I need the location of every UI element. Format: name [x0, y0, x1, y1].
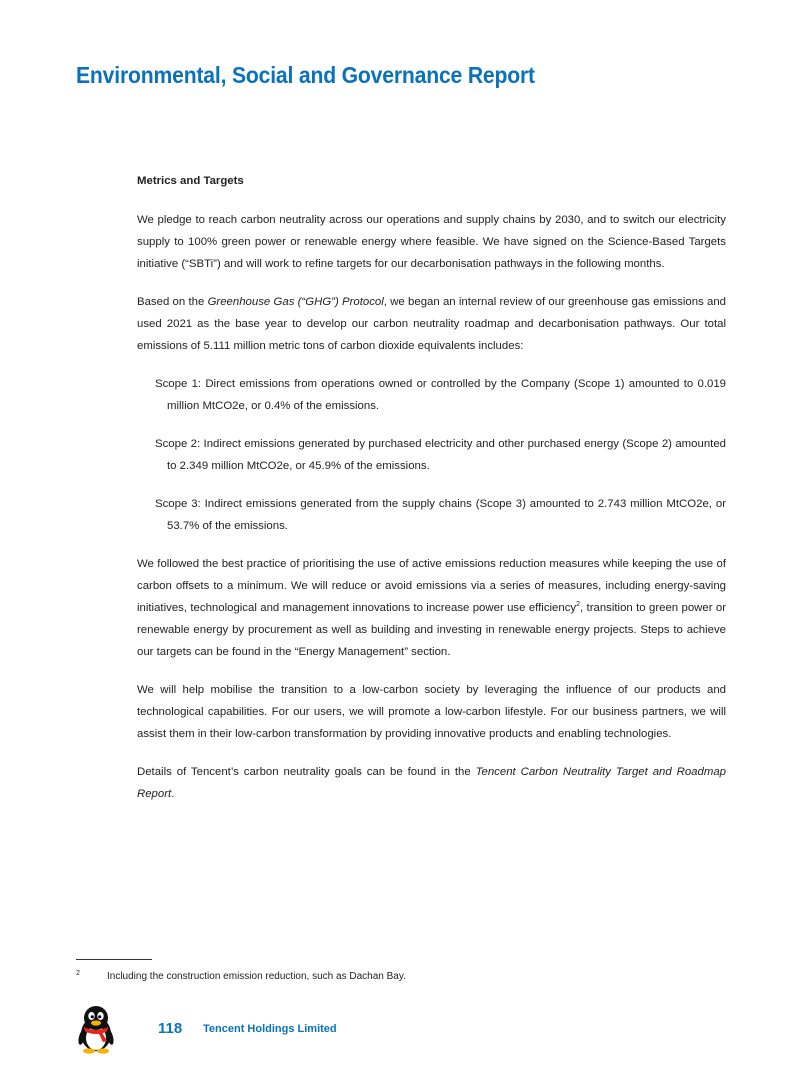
- penguin-mascot-icon: [76, 1004, 116, 1054]
- paragraph-reduction-measures: [137, 553, 726, 663]
- paragraph-ghg-review: [137, 291, 726, 357]
- paragraph-pledge: We pledge to reach carbon neutrality across our operations and supply chains by 2030, and to switch our electricity supply to 100% green power or renewable energy where feasible. We have signed on the Science-Based Targets initiative (“SBTi”) and will work to refine targets for our decarbonisation pathways in the following months.: [137, 214, 726, 270]
- footnote-reference[interactable]: 2: [576, 601, 581, 609]
- paragraph-roadmap-report-end: .: [171, 788, 175, 800]
- ghg-protocol-title: Greenhouse Gas (“GHG”) Protocol: [207, 296, 384, 308]
- company-name: Tencent Holdings Limited: [203, 1023, 337, 1035]
- paragraph-reduction-measures-end: , transition to green power or renewable energy by procurement as well as building and investing in renewable energy projects. Steps to achieve our targets can be found in the “Energy Management” section.: [137, 602, 726, 658]
- paragraph-low-carbon-society: We will help mobilise the transition to a low-carbon society by leveraging the influence of our products and technological capabilities. For our users, we will promote a low-carbon lifestyle. For our business partners, we will assist them in their low-carbon transformation by providing innovative products and enabling technologies.: [137, 684, 726, 740]
- footnote-text: Including the construction emission reduction, such as Dachan Bay.: [107, 971, 406, 982]
- scope-list: [137, 373, 726, 537]
- report-title: Environmental, Social and Governance Report: [76, 62, 535, 88]
- footnote-number: 2: [76, 970, 80, 977]
- scope-item-2: Scope 2: Indirect emissions generated by purchased electricity and other purchased energy (Scope 2) amounted to 2.349 million MtCO2e, or 45.9% of the emissions.: [155, 438, 726, 472]
- footnote-divider: [76, 959, 152, 960]
- section-heading: Metrics and Targets: [137, 175, 244, 187]
- paragraph-reduction-measures-start: We followed the best practice of prioritising the use of active emissions reduction measures while keeping the use of carbon offsets to a minimum. We will reduce or avoid emissions via a series of measures, including energy-saving initiatives, technological and management innovations to increase power use efficiency: [137, 558, 726, 614]
- page-number: 118: [158, 1020, 183, 1037]
- scope-item-3: Scope 3: Indirect emissions generated from the supply chains (Scope 3) amounted to 2.743 million MtCO2e, or 53.7% of the emissions.: [155, 498, 726, 532]
- paragraph-roadmap-report: [137, 761, 726, 805]
- paragraph-ghg-review-end: , we began an internal review of our greenhouse gas emissions and used 2021 as the base year to develop our carbon neutrality roadmap and decarbonisation pathways. Our total emissions of 5.111 million metric tons of carbon dioxide equivalents includes:: [137, 296, 727, 352]
- paragraph-roadmap-report-start: Details of Tencent’s carbon neutrality goals can be found in the: [137, 766, 476, 778]
- paragraph-ghg-review-start: Based on the: [137, 296, 208, 308]
- main-content: [137, 170, 726, 821]
- roadmap-report-title: Tencent Carbon Neutrality Target and Roadmap Report: [137, 766, 727, 800]
- page-footer: [76, 1004, 476, 1056]
- scope-item-1: Scope 1: Direct emissions from operations owned or controlled by the Company (Scope 1) amounted to 0.019 million MtCO2e, or 0.4% of the emissions.: [155, 378, 726, 412]
